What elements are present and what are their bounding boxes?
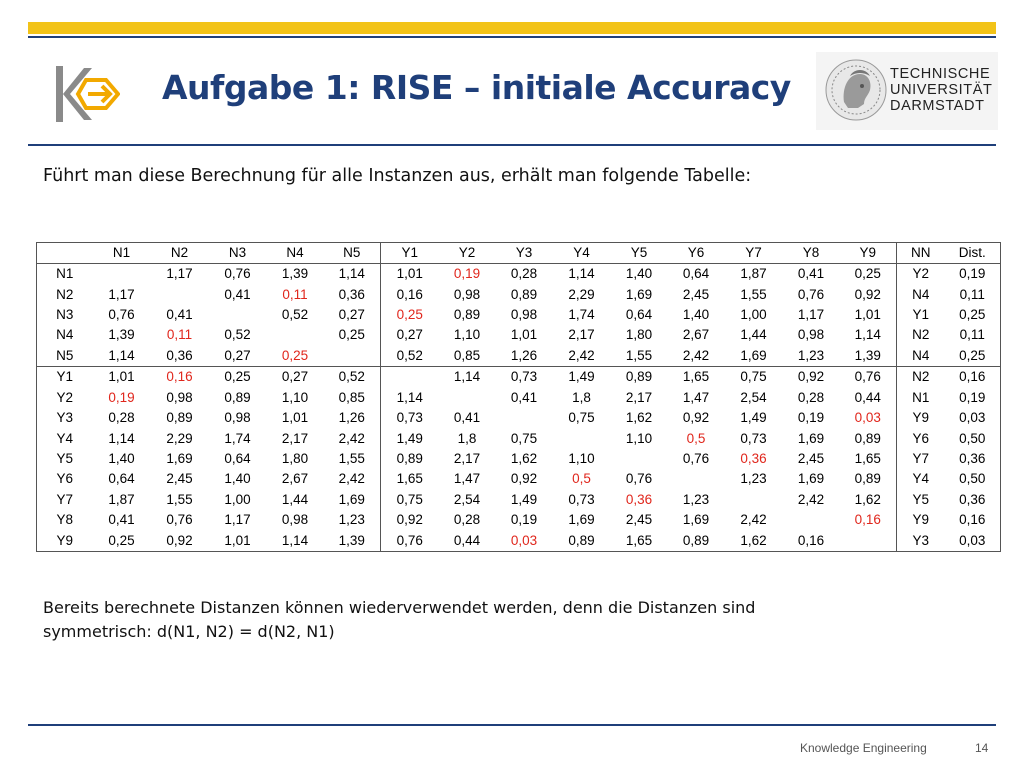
explanation-line: symmetrisch: d(N1, N2) = d(N2, N1) [43, 622, 335, 641]
distance-cell: 1,01 [510, 327, 538, 343]
distance-cell: 1,26 [510, 347, 538, 363]
column-header: Y7 [745, 245, 762, 260]
distance-cell: 1,14 [453, 369, 481, 385]
row-label: N4 [56, 327, 74, 343]
distance-cell: 1,01 [840, 305, 897, 325]
distance-cell: 0,89 [510, 286, 538, 302]
nearest-distance-cell: 0,11 [959, 327, 985, 343]
distance-cell: 0,36 [740, 451, 767, 466]
university-line: TECHNISCHE [890, 66, 991, 82]
distance-cell [93, 264, 151, 285]
distance-cell: 0,98 [166, 389, 193, 405]
row-label: N3 [56, 307, 74, 323]
distance-cell: 2,17 [453, 451, 481, 466]
distance-cell: 1,69 [625, 286, 653, 302]
distance-cell: 2,42 [324, 428, 381, 448]
row-label: Y2 [56, 389, 73, 405]
page-number: 14 [975, 741, 989, 755]
distance-cell: 0,25 [108, 532, 135, 548]
distance-cell: 0,98 [453, 286, 481, 302]
distance-cell: 2,42 [797, 491, 825, 507]
athena-seal-icon [824, 58, 888, 122]
distance-cell: 0,92 [510, 471, 538, 487]
distance-cell: 0,27 [396, 327, 423, 343]
nearest-distance-cell: 0,16 [959, 369, 986, 385]
distance-cell: 2,67 [682, 327, 710, 343]
distance-cell [496, 408, 553, 428]
explanation-line: Bereits berechnete Distanzen können wiederverwendet werden, denn die Distanzen sind [43, 598, 756, 617]
distance-cell: 1,65 [840, 449, 897, 469]
column-header: N3 [228, 245, 247, 260]
column-header: Y5 [630, 245, 648, 260]
distance-cell: 1,55 [324, 449, 381, 469]
distance-cell: 2,42 [740, 512, 767, 528]
distance-cell [439, 388, 496, 408]
column-header: Y1 [401, 245, 418, 260]
distance-cell: 2,42 [568, 347, 595, 363]
nearest-distance-cell: 0,36 [959, 451, 986, 466]
slide-title: Aufgabe 1: RISE – initiale Accuracy [162, 68, 791, 107]
distance-cell: 0,16 [797, 532, 825, 548]
distance-cell: 0,76 [108, 307, 135, 323]
distance-cell: 0,03 [840, 408, 897, 428]
distance-cell: 1,69 [797, 471, 825, 487]
distance-cell [668, 469, 725, 489]
column-header: NN [911, 245, 931, 260]
distance-cell: 2,29 [568, 286, 595, 302]
nearest-distance-cell: 0,50 [959, 471, 986, 487]
distance-cell: 0,73 [396, 410, 423, 426]
distance-cell: 0,28 [108, 410, 135, 426]
distance-cell: 1,62 [840, 490, 897, 510]
distance-cell: 1,23 [324, 510, 381, 530]
distance-cell: 0,5 [686, 430, 706, 446]
university-name [890, 66, 992, 114]
distance-cell: 1,65 [682, 369, 710, 385]
nearest-distance-cell: 0,11 [959, 286, 985, 302]
nearest-neighbor-cell: N2 [912, 327, 930, 343]
distance-cell: 1,39 [281, 266, 309, 282]
nearest-neighbor-cell: Y2 [912, 266, 929, 282]
distance-cell: 1,40 [625, 266, 653, 282]
table-row [37, 469, 1001, 489]
distance-cell: 0,52 [224, 327, 251, 343]
distance-cell: 0,19 [797, 410, 825, 426]
distance-cell: 0,52 [281, 307, 309, 323]
distance-table-container [36, 242, 996, 552]
column-header: Y8 [802, 245, 820, 260]
footer-rule [28, 724, 996, 726]
distance-cell: 2,54 [453, 491, 481, 507]
distance-cell [553, 428, 611, 448]
distance-cell: 1,14 [108, 347, 135, 363]
distance-cell: 1,10 [281, 389, 309, 405]
distance-cell: 0,89 [166, 410, 193, 426]
distance-cell: 0,19 [108, 389, 135, 405]
distance-cell: 2,45 [166, 471, 193, 487]
distance-cell: 2,54 [740, 389, 767, 405]
distance-cell: 1,01 [108, 369, 135, 385]
table-row [37, 449, 1001, 469]
distance-cell: 0,52 [396, 347, 423, 363]
nearest-neighbor-cell: Y9 [912, 512, 929, 528]
nearest-distance-cell: 0,25 [959, 347, 986, 363]
row-label: Y3 [56, 410, 73, 426]
distance-cell: 0,16 [166, 369, 193, 385]
distance-cell: 1,23 [740, 471, 767, 487]
column-header: Y9 [840, 243, 897, 264]
table-row [37, 264, 1001, 285]
distance-cell: 1,14 [108, 430, 135, 446]
nearest-neighbor-cell: Y9 [912, 410, 929, 426]
nearest-neighbor-cell: Y1 [912, 307, 929, 323]
distance-cell: 0,25 [396, 307, 423, 323]
distance-cell: 1,47 [453, 471, 481, 487]
distance-cell: 1,01 [281, 410, 309, 426]
table-row [37, 305, 1001, 325]
column-header: Dist. [958, 245, 986, 260]
row-label: Y1 [56, 369, 73, 385]
distance-cell: 0,36 [625, 491, 653, 507]
distance-cell: 0,27 [324, 305, 381, 325]
distance-cell: 0,76 [840, 367, 897, 388]
table-row [37, 510, 1001, 530]
distance-cell: 0,73 [568, 491, 595, 507]
nearest-neighbor-cell: N2 [912, 369, 930, 385]
distance-cell: 0,19 [453, 266, 481, 282]
distance-cell: 1,49 [396, 430, 423, 446]
distance-cell: 1,14 [396, 389, 423, 405]
distance-cell [840, 530, 897, 551]
university-line: UNIVERSITÄT [890, 82, 993, 98]
nearest-distance-cell: 0,50 [959, 430, 986, 446]
distance-cell: 0,64 [108, 471, 135, 487]
distance-cell: 0,25 [324, 325, 381, 345]
distance-cell: 1,39 [108, 327, 135, 343]
nearest-neighbor-cell: N4 [912, 286, 930, 302]
table-row [37, 346, 1001, 367]
distance-cell: 0,27 [224, 347, 251, 363]
distance-cell: 1,14 [324, 264, 381, 285]
column-header: Y4 [573, 245, 590, 260]
distance-cell: 1,40 [224, 471, 251, 487]
university-line: DARMSTADT [890, 98, 985, 114]
table-row [37, 428, 1001, 448]
distance-cell: 1,49 [740, 410, 767, 426]
distance-cell: 1,69 [740, 347, 767, 363]
distance-cell: 0,85 [324, 388, 381, 408]
distance-cell: 0,41 [224, 286, 251, 302]
distance-cell: 2,29 [166, 430, 193, 446]
table-row [37, 325, 1001, 345]
distance-cell: 0,76 [797, 286, 825, 302]
distance-cell: 1,23 [682, 491, 710, 507]
distance-cell: 0,03 [510, 532, 538, 548]
distance-cell: 0,52 [324, 367, 381, 388]
ke-logo-icon [48, 64, 120, 124]
distance-cell: 1,62 [625, 410, 653, 426]
distance-cell: 2,42 [324, 469, 381, 489]
distance-cell: 0,98 [510, 307, 538, 323]
distance-cell: 1,14 [281, 532, 309, 548]
distance-cell: 0,98 [797, 327, 825, 343]
row-label: N2 [56, 286, 74, 302]
distance-cell [783, 510, 840, 530]
distance-cell: 1,44 [740, 327, 767, 343]
distance-cell: 0,16 [396, 286, 423, 302]
nearest-distance-cell: 0,19 [959, 389, 986, 405]
distance-cell: 1,10 [568, 451, 595, 466]
distance-cell: 0,36 [166, 347, 193, 363]
distance-cell: 1,87 [108, 491, 135, 507]
distance-cell: 1,17 [166, 266, 193, 282]
distance-cell: 1,23 [797, 347, 825, 363]
distance-cell: 0,75 [396, 491, 423, 507]
distance-cell [209, 305, 267, 325]
distance-cell: 0,76 [166, 512, 193, 528]
distance-cell: 0,89 [682, 532, 710, 548]
intro-text: Führt man diese Berechnung für alle Instanzen aus, erhält man folgende Tabelle: [43, 166, 752, 186]
nearest-neighbor-cell: Y6 [912, 430, 929, 446]
distance-cell: 0,89 [840, 428, 897, 448]
distance-cell: 1,14 [840, 325, 897, 345]
column-header: Y3 [515, 245, 533, 260]
distance-cell: 1,74 [568, 307, 595, 323]
distance-cell: 1,44 [281, 491, 309, 507]
distance-cell: 1,65 [625, 532, 653, 548]
distance-cell: 1,69 [324, 490, 381, 510]
distance-cell: 0,92 [682, 410, 710, 426]
distance-cell: 1,55 [166, 491, 193, 507]
distance-cell: 0,98 [224, 410, 251, 426]
footer-course-name: Knowledge Engineering [800, 741, 927, 755]
distance-cell: 1,62 [740, 532, 767, 548]
column-header: Y6 [687, 245, 705, 260]
distance-cell: 0,25 [840, 264, 897, 285]
distance-cell: 2,45 [625, 512, 653, 528]
distance-cell: 0,92 [797, 369, 825, 385]
distance-cell: 0,25 [281, 347, 309, 363]
distance-cell: 0,11 [282, 286, 308, 302]
distance-cell [324, 346, 381, 367]
distance-cell: 0,92 [166, 532, 193, 548]
distance-cell: 1,8 [457, 430, 477, 446]
distance-cell: 0,64 [682, 266, 710, 282]
distance-cell: 0,44 [840, 388, 897, 408]
distance-cell: 2,45 [797, 451, 825, 466]
distance-cell: 1,26 [324, 408, 381, 428]
distance-cell: 1,40 [108, 451, 135, 466]
nearest-distance-cell: 0,03 [959, 532, 986, 548]
distance-cell: 0,89 [396, 451, 423, 466]
distance-cell: 1,10 [453, 327, 481, 343]
distance-cell: 1,69 [682, 512, 710, 528]
table-row [37, 490, 1001, 510]
distance-cell: 1,01 [396, 266, 423, 282]
column-header: N5 [324, 243, 381, 264]
distance-cell: 0,5 [572, 471, 591, 487]
nearest-neighbor-cell: Y5 [912, 491, 929, 507]
nearest-neighbor-cell: Y7 [912, 451, 929, 466]
row-label: Y4 [56, 430, 73, 446]
distance-cell: 2,67 [281, 471, 309, 487]
distance-cell: 0,76 [396, 532, 423, 548]
row-label: Y7 [56, 491, 73, 507]
distance-cell: 1,69 [568, 512, 595, 528]
nearest-neighbor-cell: Y3 [912, 532, 929, 548]
distance-cell: 0,85 [453, 347, 481, 363]
distance-cell: 1,74 [224, 430, 251, 446]
column-header: N4 [286, 245, 304, 260]
distance-cell: 2,42 [682, 347, 710, 363]
distance-cell: 0,73 [510, 369, 538, 385]
table-row [37, 284, 1001, 304]
row-label: Y5 [56, 451, 73, 466]
distance-cell: 1,49 [568, 369, 595, 385]
table-row [37, 367, 1001, 388]
distance-cell [381, 367, 439, 388]
distance-cell: 0,41 [510, 389, 538, 405]
distance-cell: 0,76 [224, 266, 251, 282]
distance-cell: 1,14 [568, 266, 595, 282]
distance-cell: 1,47 [682, 389, 710, 405]
distance-cell: 1,01 [224, 532, 251, 548]
column-header: Y2 [458, 245, 476, 260]
distance-cell: 0,98 [281, 512, 309, 528]
distance-cell: 1,62 [510, 451, 538, 466]
distance-cell: 0,19 [510, 512, 538, 528]
distance-cell: 0,64 [625, 307, 653, 323]
distance-cell [725, 490, 783, 510]
distance-cell: 2,17 [625, 389, 653, 405]
distance-cell: 0,27 [281, 369, 309, 385]
distance-cell: 1,17 [108, 286, 135, 302]
distance-cell: 0,64 [224, 451, 251, 466]
distance-cell: 1,39 [840, 346, 897, 367]
nearest-distance-cell: 0,19 [959, 266, 986, 282]
nearest-distance-cell: 0,16 [959, 512, 986, 528]
nearest-distance-cell: 0,03 [959, 410, 986, 426]
distance-cell: 0,92 [396, 512, 423, 528]
distance-cell: 1,40 [682, 307, 710, 323]
explanation-text [43, 596, 755, 644]
distance-cell: 0,92 [840, 284, 897, 304]
distance-cell: 0,75 [568, 410, 595, 426]
row-label: Y8 [56, 512, 73, 528]
distance-cell: 1,00 [740, 307, 767, 323]
distance-cell: 1,69 [797, 430, 825, 446]
row-label: N5 [56, 347, 74, 363]
distance-cell: 1,69 [166, 451, 193, 466]
distance-cell: 0,41 [797, 266, 825, 282]
row-label: Y9 [56, 532, 73, 548]
distance-cell: 2,17 [568, 327, 595, 343]
distance-cell: 1,10 [625, 430, 653, 446]
column-header: N1 [112, 245, 131, 260]
nearest-neighbor-cell: N1 [912, 389, 930, 405]
distance-cell: 1,80 [625, 327, 653, 343]
distance-cell: 0,41 [453, 410, 481, 426]
distance-cell: 0,89 [453, 307, 481, 323]
table-header-row [37, 243, 1001, 264]
distance-cell: 0,76 [682, 451, 710, 466]
distance-cell: 0,89 [625, 369, 653, 385]
header-rule [28, 144, 996, 146]
table-row [37, 530, 1001, 551]
distance-cell: 0,28 [510, 266, 538, 282]
distance-cell [267, 325, 324, 345]
university-logo [816, 52, 998, 130]
distance-cell: 1,65 [396, 471, 423, 487]
distance-cell: 0,28 [797, 389, 825, 405]
nearest-neighbor-cell: Y4 [912, 471, 929, 487]
nearest-neighbor-cell: N4 [912, 347, 930, 363]
distance-cell: 0,89 [224, 389, 251, 405]
distance-cell: 1,00 [224, 491, 251, 507]
distance-table [36, 242, 1001, 552]
distance-cell: 0,11 [166, 327, 193, 343]
table-row [37, 408, 1001, 428]
distance-cell: 1,17 [224, 512, 251, 528]
distance-cell: 1,87 [740, 266, 767, 282]
row-label: N1 [56, 266, 74, 282]
distance-cell: 2,17 [281, 430, 309, 446]
distance-cell: 0,73 [740, 430, 767, 446]
distance-cell: 0,36 [324, 284, 381, 304]
distance-cell: 1,49 [510, 491, 538, 507]
distance-cell: 1,39 [324, 530, 381, 551]
distance-cell: 1,17 [797, 307, 825, 323]
distance-cell: 0,28 [453, 512, 481, 528]
distance-cell: 1,55 [740, 286, 767, 302]
distance-cell [611, 449, 668, 469]
distance-cell: 0,75 [510, 430, 538, 446]
distance-cell: 0,25 [224, 369, 251, 385]
distance-cell: 0,89 [568, 532, 595, 548]
distance-cell: 1,8 [572, 389, 591, 405]
nearest-distance-cell: 0,25 [959, 307, 986, 323]
distance-cell [151, 284, 209, 304]
distance-cell: 0,41 [166, 307, 193, 323]
distance-cell: 0,41 [108, 512, 135, 528]
distance-cell: 0,76 [625, 471, 653, 487]
distance-cell: 0,44 [453, 532, 481, 548]
row-label: Y6 [56, 471, 73, 487]
distance-cell: 0,89 [840, 469, 897, 489]
distance-cell: 0,16 [840, 510, 897, 530]
nearest-distance-cell: 0,36 [959, 491, 986, 507]
top-rule [28, 36, 996, 38]
distance-cell: 0,75 [740, 369, 767, 385]
table-corner-cell [37, 243, 93, 264]
distance-cell: 2,45 [682, 286, 710, 302]
table-row [37, 388, 1001, 408]
top-accent-bar [28, 22, 996, 34]
column-header: N2 [170, 245, 189, 260]
distance-cell: 1,55 [625, 347, 653, 363]
distance-cell: 1,80 [281, 451, 309, 466]
